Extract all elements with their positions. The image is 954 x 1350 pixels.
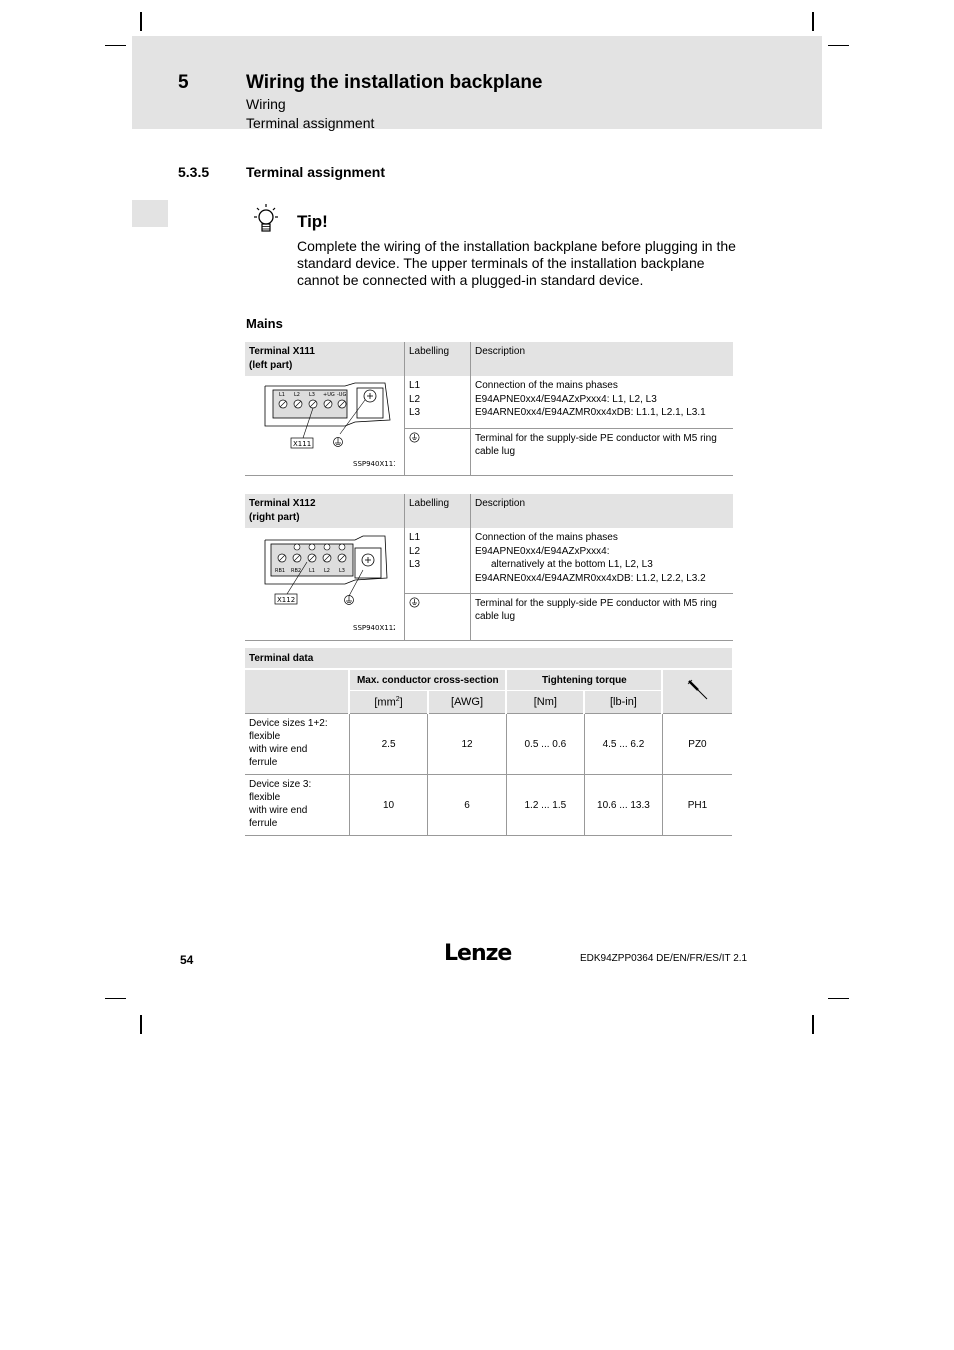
- x112-head-line1: Terminal X112: [249, 498, 316, 509]
- cell-tool: PH1: [662, 775, 732, 836]
- cell-awg: 12: [428, 714, 507, 775]
- terminal-x112-drawing: [245, 530, 395, 633]
- terminal-data-title: Terminal data: [245, 648, 732, 669]
- x111-labels: [405, 376, 471, 428]
- unit-mm2-end: ]: [399, 696, 403, 709]
- x111-description: [471, 376, 734, 428]
- crop-mark: [828, 45, 849, 46]
- table-row: [245, 714, 732, 775]
- header-torque: Tightening torque: [506, 669, 662, 691]
- x112-col-description: Description: [471, 494, 734, 528]
- label-l1: L1: [409, 532, 421, 543]
- x112-labels: [405, 528, 471, 593]
- unit-lbin: [lb-in]: [584, 691, 662, 714]
- x112-description: [471, 528, 734, 593]
- x112-caption: SSP940X112: [353, 624, 395, 632]
- terminal-label: L1: [309, 568, 315, 574]
- ground-icon: [409, 432, 420, 443]
- x111-col-description: Description: [471, 342, 734, 376]
- mains-heading: Mains: [246, 316, 283, 331]
- document-id: EDK94ZPP0364 DE/EN/FR/ES/IT 2.1: [580, 953, 748, 964]
- page-number: 54: [180, 953, 194, 967]
- crop-mark: [140, 1015, 142, 1034]
- tip-text: Complete the wiring of the installation backplane before plugging in the standard device. The upper terminals of the installation backplane cannot be connected with a plugged-in standard device.: [297, 238, 736, 288]
- section-title: Terminal assignment: [246, 164, 386, 180]
- row-label-line: flexible: [249, 731, 281, 742]
- crop-mark: [828, 998, 849, 999]
- terminal-label: L2: [324, 568, 330, 574]
- x112-pe-description: Terminal for the supply-side PE conductor with M5 ring cable lug: [471, 593, 734, 640]
- terminal-label: -UG: [337, 392, 347, 398]
- empty-header-cell: [245, 669, 349, 714]
- row-label: [245, 775, 349, 836]
- header-cross-section: Max. conductor cross-section: [349, 669, 506, 691]
- ground-icon: [409, 597, 420, 608]
- x111-col-labelling: Labelling: [405, 342, 471, 376]
- x111-image-cell: [245, 376, 405, 475]
- unit-mm2-text: [mm: [374, 696, 396, 709]
- label-l1: L1: [409, 380, 421, 391]
- x112-table: [245, 494, 733, 641]
- row-label: [245, 714, 349, 775]
- terminal-label: +UG: [323, 392, 335, 398]
- unit-awg: [AWG]: [428, 691, 507, 714]
- cell-lbin: 4.5 ... 6.2: [584, 714, 662, 775]
- cell-mm2: 10: [349, 775, 427, 836]
- chapter-title: Wiring the installation backplane: [246, 72, 543, 93]
- unit-nm: [Nm]: [506, 691, 584, 714]
- chapter-number: 5: [178, 72, 189, 93]
- row-label-line: Device sizes 1+2:: [249, 718, 328, 729]
- header-subtitle: Terminal assignment: [246, 115, 375, 131]
- cell-nm: 0.5 ... 0.6: [506, 714, 584, 775]
- desc-line: Connection of the mains phases: [475, 380, 618, 391]
- desc-line: E94ARNE0xx4/E94AZMR0xx4xDB: L1.1, L2.1, L3.1: [475, 407, 706, 418]
- row-label-line: with wire end: [249, 744, 308, 755]
- crop-mark: [105, 998, 126, 999]
- desc-line: E94APNE0xx4/E94AZxPxxx4:: [475, 545, 610, 557]
- desc-line: E94ARNE0xx4/E94AZMR0xx4xDB: L1.2, L2.2, L3.2: [475, 572, 706, 584]
- desc-line: Connection of the mains phases: [475, 532, 618, 543]
- cell-awg: 6: [428, 775, 507, 836]
- row-label-line: flexible: [249, 792, 281, 803]
- row-label-line: ferrule: [249, 757, 278, 768]
- cell-mm2: 2.5: [349, 714, 427, 775]
- crop-mark: [812, 12, 814, 31]
- x111-table: [245, 342, 733, 476]
- lenze-logo: Lenze: [444, 941, 512, 966]
- x112-header-cell: [245, 494, 405, 528]
- x111-pe-description: Terminal for the supply-side PE conductor with M5 ring cable lug: [471, 428, 734, 475]
- x112-tag: X112: [277, 596, 296, 604]
- cell-nm: 1.2 ... 1.5: [506, 775, 584, 836]
- table-row: [245, 775, 732, 836]
- terminal-label: L1: [279, 392, 285, 398]
- row-label-line: ferrule: [249, 818, 278, 829]
- cell-tool: PZ0: [662, 714, 732, 775]
- crop-mark: [140, 12, 142, 31]
- x112-col-labelling: Labelling: [405, 494, 471, 528]
- label-l2: L2: [409, 393, 421, 405]
- terminal-label: L2: [294, 392, 300, 398]
- lightbulb-icon: [250, 202, 284, 236]
- x112-pe-symbol-cell: [405, 593, 471, 640]
- terminal-data-table: [245, 648, 732, 836]
- x111-head-line1: Terminal X111: [249, 346, 315, 357]
- desc-line: E94APNE0xx4/E94AZxPxxx4: L1, L2, L3: [475, 393, 657, 405]
- screwdriver-icon: [686, 678, 710, 702]
- terminal-label: L3: [339, 568, 345, 574]
- x111-caption: SSP940X111: [353, 460, 395, 468]
- screwdriver-cell: [662, 669, 732, 714]
- row-label-line: Device size 3:: [249, 779, 312, 790]
- side-tab: [132, 200, 168, 227]
- label-l3: L3: [409, 559, 421, 570]
- terminal-label: L3: [309, 392, 315, 398]
- label-l2: L2: [409, 545, 421, 557]
- x111-tag: X111: [293, 440, 312, 448]
- crop-mark: [105, 45, 126, 46]
- terminal-x111-drawing: [245, 378, 395, 468]
- section-number: 5.3.5: [178, 164, 210, 180]
- x111-header-cell: [245, 342, 405, 376]
- label-l3: L3: [409, 407, 421, 418]
- crop-mark: [812, 1015, 814, 1034]
- desc-line: alternatively at the bottom L1, L2, L3: [491, 559, 653, 570]
- x112-image-cell: [245, 528, 405, 640]
- x111-head-line2: (left part): [249, 359, 293, 371]
- tip-title: Tip!: [297, 212, 328, 231]
- unit-sup: 2: [395, 695, 400, 703]
- header-subtitle: Wiring: [246, 96, 286, 112]
- row-label-line: with wire end: [249, 805, 308, 816]
- x112-head-line2: (right part): [249, 511, 300, 523]
- unit-mm2: [349, 691, 427, 714]
- terminal-label: RB1: [275, 568, 286, 574]
- cell-lbin: 10.6 ... 13.3: [584, 775, 662, 836]
- x111-pe-symbol-cell: [405, 428, 471, 475]
- terminal-label: RB2: [291, 568, 302, 574]
